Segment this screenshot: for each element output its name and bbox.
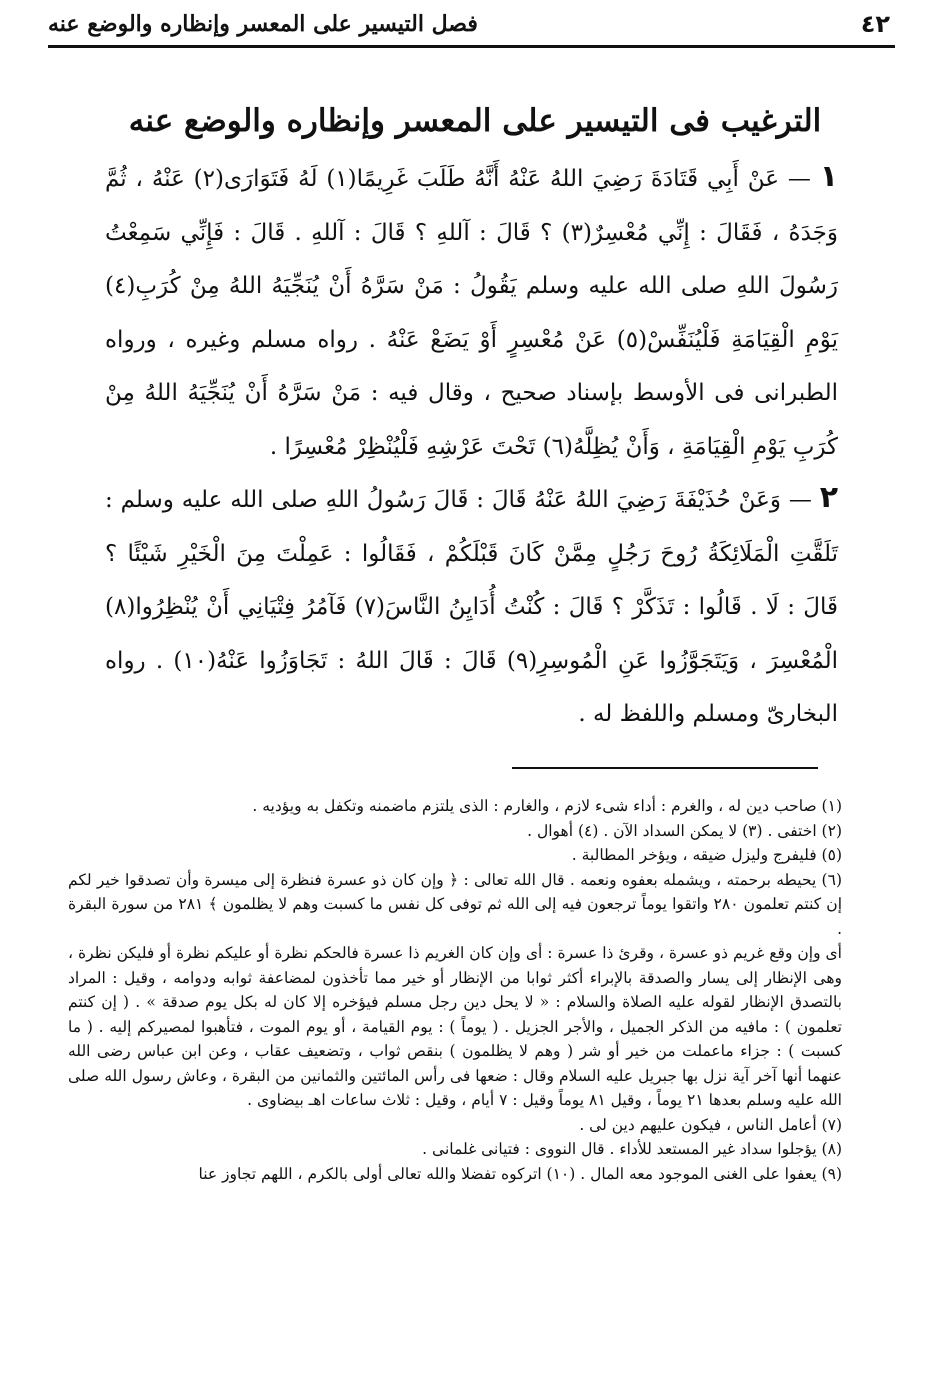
page-number: ٤٢ — [860, 10, 890, 38]
footnote: (٩) يعفوا على الغنى الموجود معه المال . (١٠) اتركوه تفضلا والله تعالى أولى بالكرم ، اللهم تجاوز عنا — [198, 1164, 842, 1183]
footnotes — [68, 794, 842, 1186]
hadith-number: ٢ — [819, 480, 838, 515]
footnote: (١) صاحب دين له ، والغرم : أداء شىء لازم ، والغارم : الذى يلتزم ماضمنه وتكفل به ويؤديه . — [252, 797, 842, 815]
chapter-title: الترغيب فى التيسير على المعسر وإنظاره والوضع عنه — [128, 102, 822, 139]
footnote: (٦) يحيطه برحمته ، ويشمله بعفوه ونعمه . قال الله تعالى : ﴿ وإن كان ذو عسرة فنظرة إلى ميسرة وأن تصدقوا خير لكم إن كنتم تعلمون ٢٨٠ واتقوا يوماً ترجعون فيه إلى الله ثم توفى كل نفس ما كسبت وهم لا يظلمون ﴾ ٢٨١ من سورة البقرة . — [68, 870, 842, 938]
hadith-number: ١ — [819, 159, 838, 194]
running-title: فصل التيسير على المعسر وإنظاره والوضع عنه — [48, 11, 478, 37]
hadith-text: عَنْ أَبِي قَتَادَةَ رَضِيَ اللهُ عَنْهُ أَنَّهُ طَلَبَ غَرِيمًا(١) لَهُ فَتَوَارَى(٢) عَنْهُ ، ثُمَّ وَجَدَهُ ، فَقَالَ : إِنِّي مُعْسِرٌ(٣) ؟ قَالَ : آللهِ ؟ قَالَ : آللهِ . قَالَ : فَإِنِّي سَمِعْتُ رَسُولَ اللهِ صلى الله عليه وسلم يَقُولُ : مَنْ سَرَّهُ أَنْ يُنَجِّيَهُ اللهُ مِنْ كُرَبِ(٤) يَوْمِ الْقِيَامَةِ فَلْيُنَفِّسْ(٥) عَنْ مُعْسِرٍ أَوْ يَضَعْ عَنْهُ . رواه مسلم وغيره ، ورواه الطبرانى فى الأوسط بإسناد صحيح ، وقال فيه : مَنْ سَرَّهُ أَنْ يُنَجِّيَهُ اللهُ مِنْ كُرَبِ يَوْمِ الْقِيَامَةِ ، وَأَنْ يُظِلَّهُ(٦) تَحْتَ عَرْشِهِ فَلْيُنْظِرْ مُعْسِرًا . — [105, 166, 838, 460]
footnote: (٥) فليفرج وليزل ضيقه ، ويؤخر المطالبة . — [571, 846, 842, 864]
footnote: أى وإن وقع غريم ذو عسرة ، وقرئ ذا عسرة : أى وإن كان الغريم ذا عسرة فالحكم نظرة أو عليكم نظرة أو فليكن نظرة ، وهى الإنظار إلى يسار والصدقة بالإبراء أكثر ثوابا من الإنظار أو خير مما تأخذون لمضاعفة ثوابه ودوامه ، وقيل : المراد بالتصدق الإنظار لقوله عليه الصلاة والسلام : « لا يحل دين رجل مسلم فيؤخره إلا كان له بكل يوم صدقة » . ( إن كنتم تعلمون ) : مافيه من الذكر الجميل ، والأجر الجزيل . ( يوماً ) : يوم القيامة ، أو يوم الموت ، فتأهبوا لمصيركم إليه . ( ما كسبت ) : جزاء ماعملت من خير أو شر ( وهم لا يظلمون ) بنقص ثواب ، وتضعيف عقاب ، وعن ابن عباس رضى الله عنهما أنها آخر آية نزل بها جبريل عليه السلام وقال : ضعها فى رأس المائتين والثمانين من البقرة ، وعاش رسول الله صلى الله عليه وسلم بعدها ٢١ يوماً ، وقيل ٨١ يوماً وقيل : ٧ أيام ، وقيل : ثلاث ساعات اهـ بيضاوى . — [68, 944, 842, 1109]
footnote-separator — [512, 767, 818, 769]
hadith-text: وَعَنْ حُذَيْفَةَ رَضِيَ اللهُ عَنْهُ قَالَ : قَالَ رَسُولُ اللهِ صلى الله عليه وسلم : تَلَقَّتِ الْمَلَائِكَةُ رُوحَ رَجُلٍ مِمَّنْ كَانَ قَبْلَكُمْ ، فَقَالُوا : عَمِلْتَ مِنَ الْخَيْرِ شَيْئًا ؟ قَالَ : لَا . قَالُوا : تَذَكَّرْ ؟ قَالَ : كُنْتُ أُدَايِنُ النَّاسَ(٧) فَآمُرُ فِتْيَانِي أَنْ يُنْظِرُوا(٨) الْمُعْسِرَ ، وَيَتَجَوَّزُوا عَنِ الْمُوسِرِ(٩) قَالَ : قَالَ اللهُ : تَجَاوَزُوا عَنْهُ(١٠) . رواه البخارىّ ومسلم واللفظ له . — [105, 487, 839, 727]
hadith-paragraph — [105, 471, 838, 742]
footnote: (٢) اختفى . (٣) لا يمكن السداد الآن . (٤) أهوال . — [527, 821, 842, 840]
hadith-paragraph — [105, 150, 838, 474]
header-rule — [48, 45, 895, 48]
footnote: (٧) أعامل الناس ، فيكون عليهم دين لى . — [579, 1115, 842, 1134]
footnote: (٨) يؤجلوا سداد غير المستعد للأداء . قال النووى : فتيانى غلمانى . — [422, 1140, 842, 1158]
hadith-dash: — — [779, 166, 811, 192]
hadith-dash: — — [780, 487, 812, 513]
running-header — [48, 6, 890, 42]
